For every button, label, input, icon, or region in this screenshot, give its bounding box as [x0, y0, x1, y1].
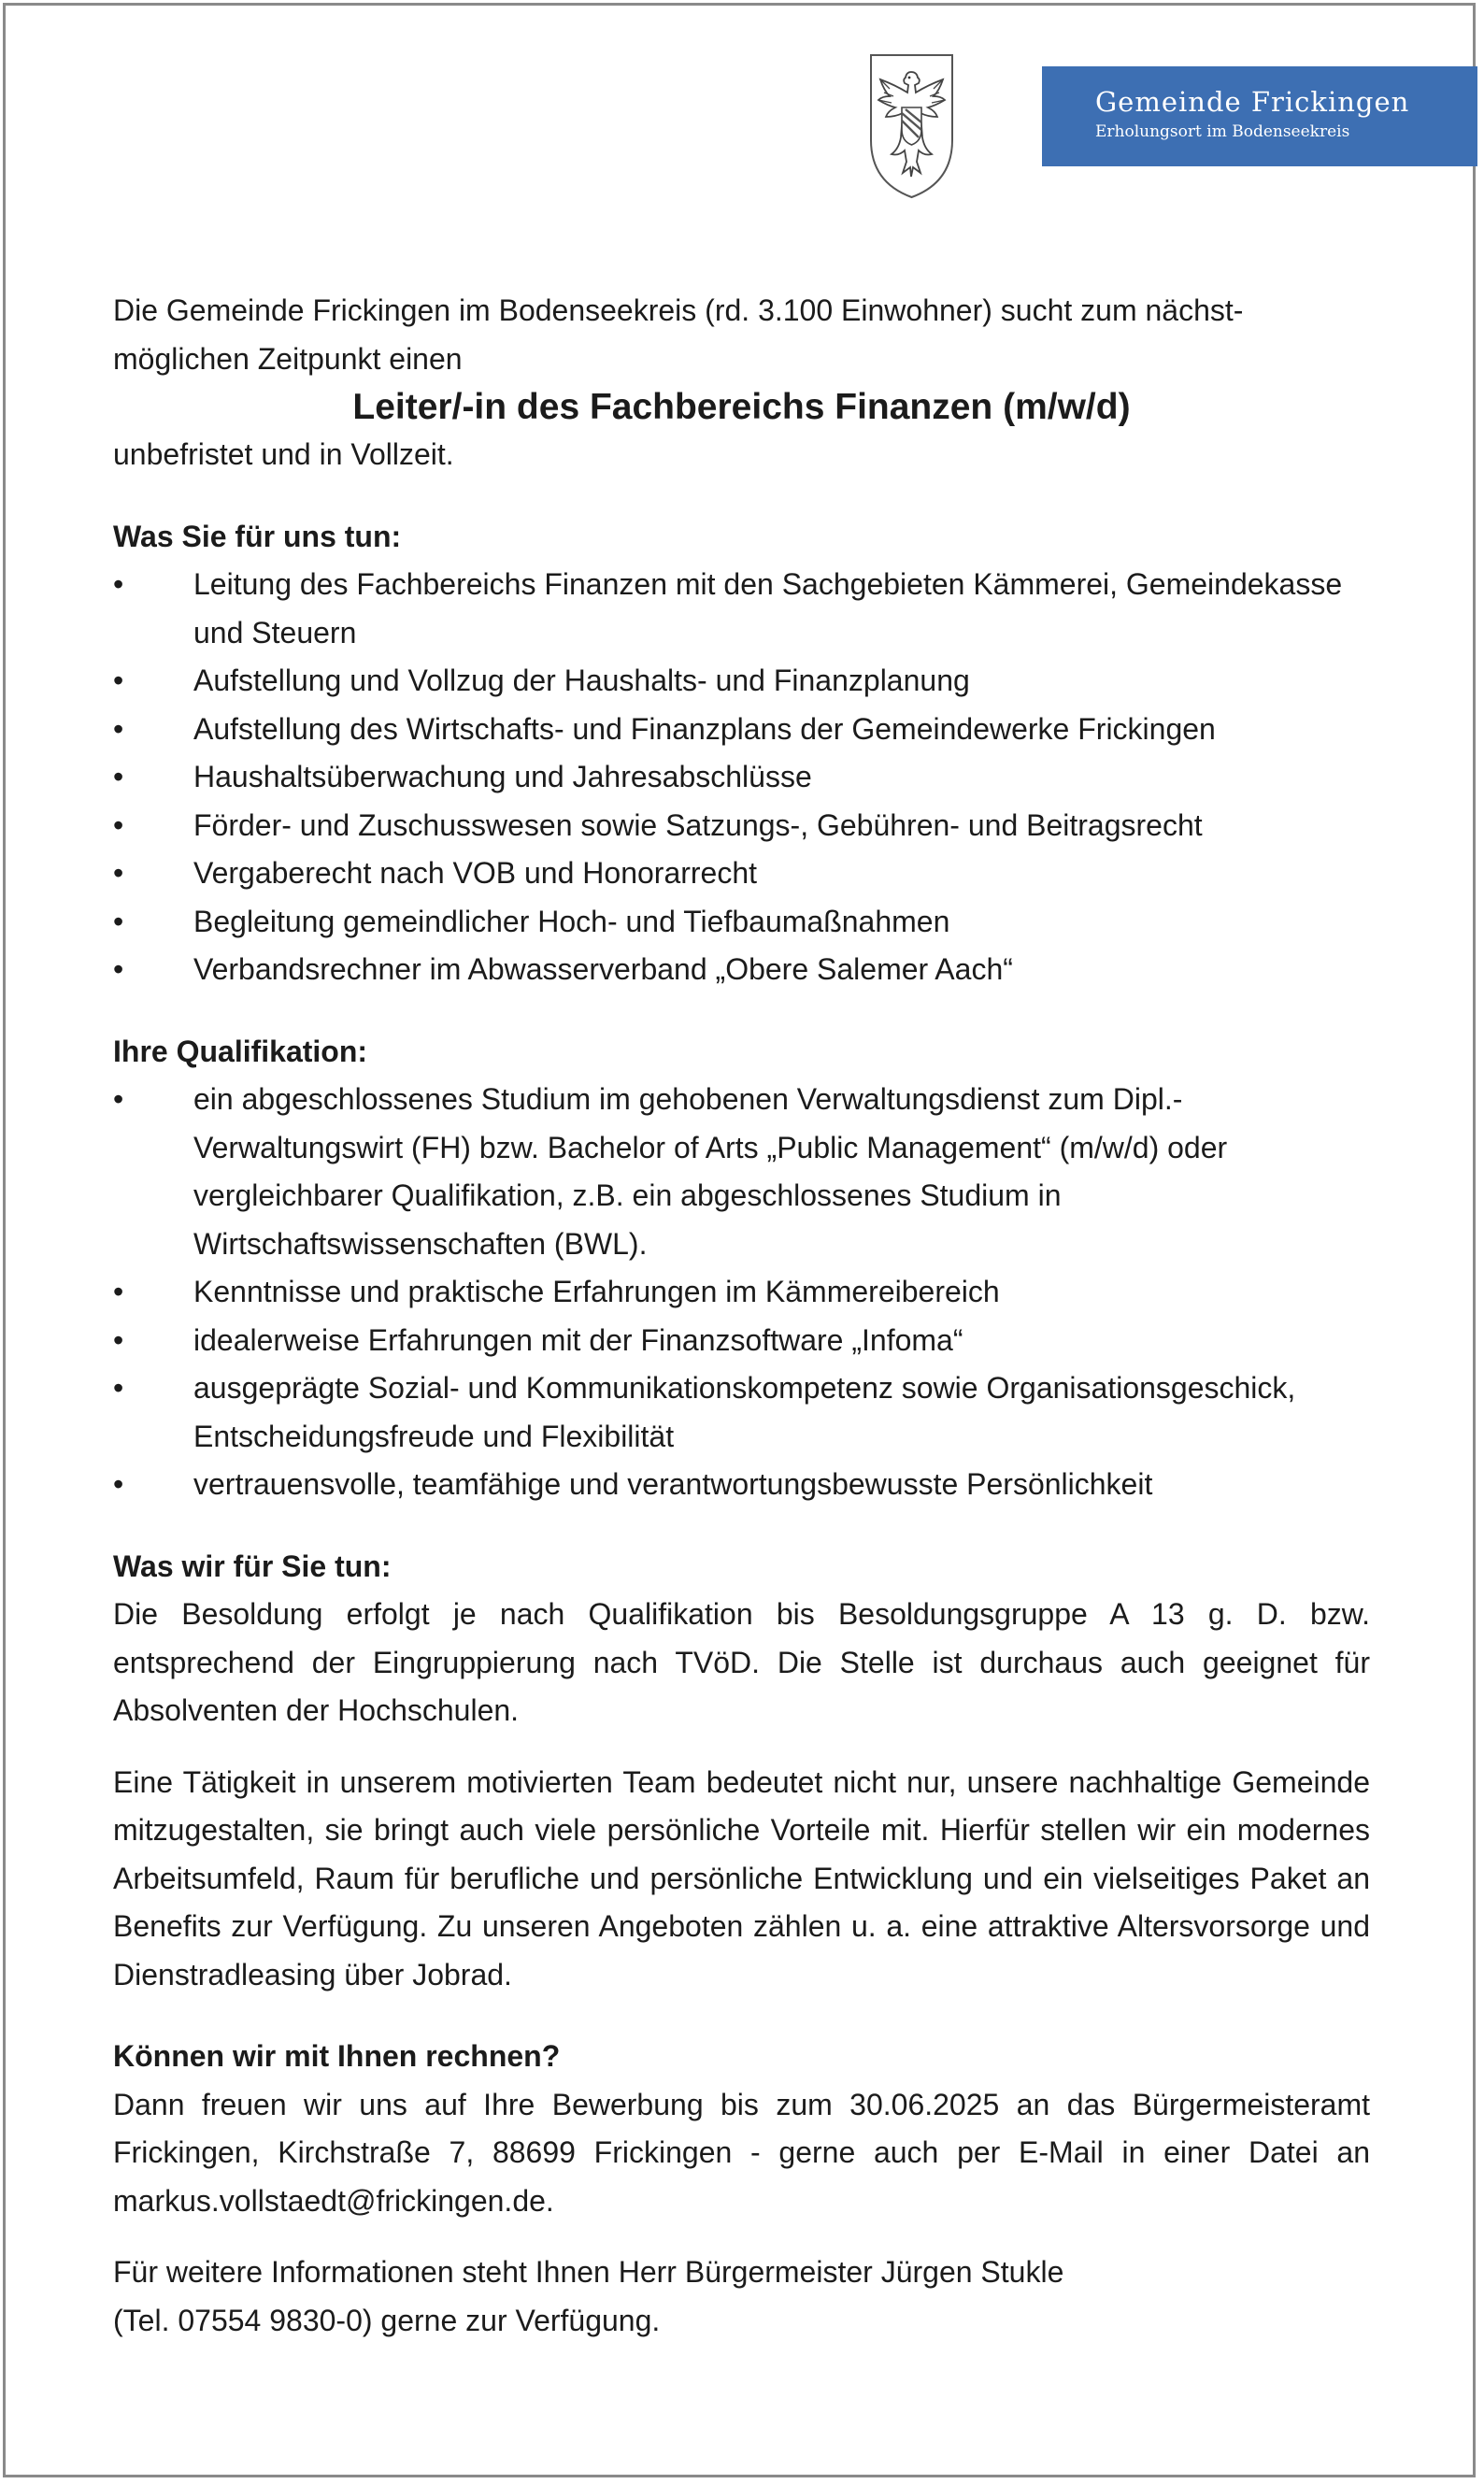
- bullet-icon: •: [113, 1371, 124, 1405]
- list-item-text: idealerweise Erfahrungen mit der Finanzsoftware „Infoma“: [193, 1322, 963, 1357]
- brand-tagline: Erholungsort im Bodenseekreis: [1095, 122, 1350, 141]
- list-item-text: Leitung des Fachbereichs Finanzen mit den Sachgebieten Kämmerei, Gemeindekasse und Steuern: [193, 567, 1343, 650]
- contact-line-2: (Tel. 07554 9830-0) gerne zur Verfügung.: [113, 2303, 661, 2337]
- bullet-icon: •: [113, 664, 124, 697]
- contact-line-1: Für weitere Informationen steht Ihnen Herr Bürgermeister Jürgen Stukle: [113, 2255, 1064, 2289]
- offer-paragraph-salary: Die Besoldung erfolgt je nach Qualifikation bis Besoldungsgruppe A 13 g. D. bzw. entsprechend der Eingruppierung nach TVöD. Die Stelle ist durchaus auch geeignet für Absolventen der Hochschulen.: [113, 1597, 1370, 1727]
- bullet-icon: •: [113, 1275, 124, 1308]
- qualification-list: [113, 1076, 1370, 1509]
- bullet-icon: •: [113, 760, 124, 793]
- list-item: [113, 657, 1370, 706]
- list-item: [113, 898, 1370, 947]
- bullet-icon: •: [113, 1082, 124, 1116]
- application-paragraph: Dann freuen wir uns auf Ihre Bewerbung bis zum 30.06.2025 an das Bürgermeisteramt Frickingen, Kirchstraße 7, 88699 Frickingen - gerne auch per E-Mail in einer Datei an markus.vollstaedt@frickingen.de.: [113, 2087, 1370, 2218]
- list-item-text: ausgeprägte Sozial- und Kommunikationskompetenz sowie Organisationsgeschick, Entscheidungsfreude und Flexibilität: [193, 1371, 1296, 1453]
- list-item: [113, 706, 1370, 754]
- list-item: [113, 1364, 1370, 1461]
- list-item: [113, 849, 1370, 898]
- list-item-text: vertrauensvolle, teamfähige und verantwortungsbewusste Persönlichkeit: [193, 1467, 1153, 1501]
- bullet-icon: •: [113, 1322, 124, 1357]
- list-item: [113, 753, 1370, 802]
- coat-of-arms-eagle-icon: [867, 51, 956, 201]
- application-heading: Können wir mit Ihnen rechnen?: [113, 2039, 561, 2073]
- job-title: Leiter/-in des Fachbereichs Finanzen (m/w/d): [352, 387, 1131, 427]
- list-item-text: Aufstellung des Wirtschafts- und Finanzplans der Gemeindewerke Frickingen: [193, 711, 1216, 746]
- list-item: [113, 1076, 1370, 1268]
- list-item: [113, 1461, 1370, 1509]
- bullet-icon: •: [113, 711, 124, 746]
- list-item: [113, 561, 1370, 657]
- contact-info: [113, 2248, 1370, 2345]
- list-item-text: Vergaberecht nach VOB und Honorarrecht: [193, 856, 758, 890]
- bullet-icon: •: [113, 952, 124, 986]
- list-item-text: Verbandsrechner im Abwasserverband „Obere Salemer Aach“: [193, 952, 1013, 986]
- list-item-text: ein abgeschlossenes Studium im gehobenen Verwaltungsdienst zum Dipl.-Verwaltungswirt (FH) bzw. Bachelor of Arts „Public Management“ (m/w/d) oder vergleichbarer Qualifikation, z.B. ein abgeschlossenes Studium in Wirtschaftswissenschaften (BWL).: [193, 1082, 1228, 1261]
- qualification-heading: Ihre Qualifikation:: [113, 1034, 368, 1068]
- bullet-icon: •: [113, 856, 124, 890]
- offer-heading: Was wir für Sie tun:: [113, 1549, 392, 1583]
- list-item-text: Aufstellung und Vollzug der Haushalts- und Finanzplanung: [193, 664, 970, 697]
- list-item-text: Förder- und Zuschusswesen sowie Satzungs-, Gebühren- und Beitragsrecht: [193, 807, 1203, 842]
- list-item: [113, 802, 1370, 850]
- list-item: [113, 1268, 1370, 1317]
- offer-paragraph-benefits: Eine Tätigkeit in unserem motivierten Team bedeutet nicht nur, unsere nachhaltige Gemeinde mitzugestalten, sie bringt auch viele persönliche Vorteile mit. Hierfür stellen wir ein modernes Arbeitsumfeld, Raum für berufliche und persönliche Entwicklung und ein vielseitiges Paket an Benefits zur Verfügung. Zu unseren Angeboten zählen u. a. eine attraktive Altersvorsorge und Dienstradleasing über Jobrad.: [113, 1764, 1370, 1991]
- list-item: [113, 946, 1370, 994]
- bullet-icon: •: [113, 567, 124, 601]
- intro-text: Die Gemeinde Frickingen im Bodenseekreis (rd. 3.100 Einwohner) sucht zum nächst- möglichen Zeitpunkt einen: [113, 293, 1244, 376]
- brand-name: Gemeinde Frickingen: [1095, 86, 1410, 118]
- municipality-logo-box: [1042, 66, 1477, 166]
- list-item: [113, 1317, 1370, 1365]
- bullet-icon: •: [113, 904, 124, 938]
- bullet-icon: •: [113, 1467, 124, 1501]
- list-item-text: Begleitung gemeindlicher Hoch- und Tiefbaumaßnahmen: [193, 904, 950, 938]
- job-posting-body: [113, 287, 1370, 2345]
- employment-type: unbefristet und in Vollzeit.: [113, 437, 454, 471]
- list-item-text: Kenntnisse und praktische Erfahrungen im Kämmereibereich: [193, 1275, 1000, 1308]
- bullet-icon: •: [113, 807, 124, 842]
- list-item-text: Haushaltsüberwachung und Jahresabschlüsse: [193, 760, 812, 793]
- tasks-list: [113, 561, 1370, 994]
- tasks-heading: Was Sie für uns tun:: [113, 519, 402, 553]
